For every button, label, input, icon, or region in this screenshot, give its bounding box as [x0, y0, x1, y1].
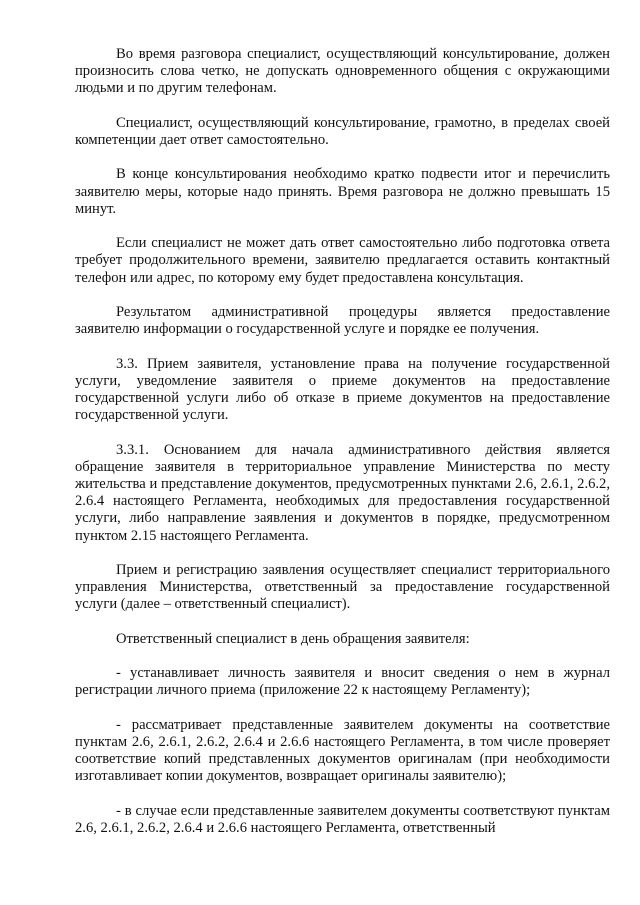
paragraph-summary-duration: В конце консультирования необходимо кратко подвести итог и перечислить заявителю меры, которые надо принять. Время разговора не должно превышать 15 минут. — [75, 166, 610, 217]
document-page — [75, 46, 610, 854]
list-item-document-check: - рассматривает представленные заявителем документы на соответствие пунктам 2.6, 2.6.1, 2.6.2, 2.6.4 и 2.6.6 настоящего Регламента, в том числе проверяет соответствие копий представленных документов оригиналам (при необходимости изготавливает копии документов, возвращает оригиналы заявителю); — [75, 716, 610, 785]
paragraph-conversation-rules: Во время разговора специалист, осуществляющий консультирование, должен произносить слова четко, не допускать одновременного общения с окружающими людьми и по другим телефонам. — [75, 46, 610, 97]
list-item-documents-compliant: - в случае если представленные заявителем документы соответствуют пунктам 2.6, 2.6.1, 2.6.2, 2.6.4 и 2.6.6 настоящего Регламента, ответственный — [75, 802, 610, 836]
section-heading-3-3: 3.3. Прием заявителя, установление права на получение государственной услуги, уведомление заявителя о приеме документов на предоставление государственной услуги либо об отказе в приеме документов на предоставление государственной услуги. — [75, 355, 610, 424]
paragraph-specialist-duties: Ответственный специалист в день обращения заявителя: — [116, 630, 470, 647]
paragraph-contact-request: Если специалист не может дать ответ самостоятельно либо подготовка ответа требует продолжительного времени, заявителю предлагается оставить контактный телефон или адрес, по которому ему будет предоставлена консультация. — [75, 235, 610, 286]
paragraph-registration: Прием и регистрацию заявления осуществляет специалист территориального управления Министерства, ответственный за предоставление государственной услуги (далее – ответственный специалист). — [75, 561, 610, 613]
paragraph-procedure-result: Результатом административной процедуры является предоставление заявителю информации о государственной услуге и порядке ее получения. — [75, 303, 610, 338]
list-item-identity: - устанавливает личность заявителя и вносит сведения о нем в журнал регистрации личного приема (приложение 22 к настоящему Регламенту); — [75, 665, 610, 699]
paragraph-3-3-1: 3.3.1. Основанием для начала административного действия является обращение заявителя в территориальное управление Министерства по месту жительства и представление документов, предусмотренных пунктами 2.6, 2.6.1, 2.6.2, 2.6.4 настоящего Регламента, необходимых для предоставления государственной услуги, либо направление заявления и документов в порядке, предусмотренном пунктом 2.15 настоящего Регламента. — [75, 441, 610, 544]
paragraph-competence: Специалист, осуществляющий консультирование, грамотно, в пределах своей компетенции дает ответ самостоятельно. — [75, 114, 610, 148]
